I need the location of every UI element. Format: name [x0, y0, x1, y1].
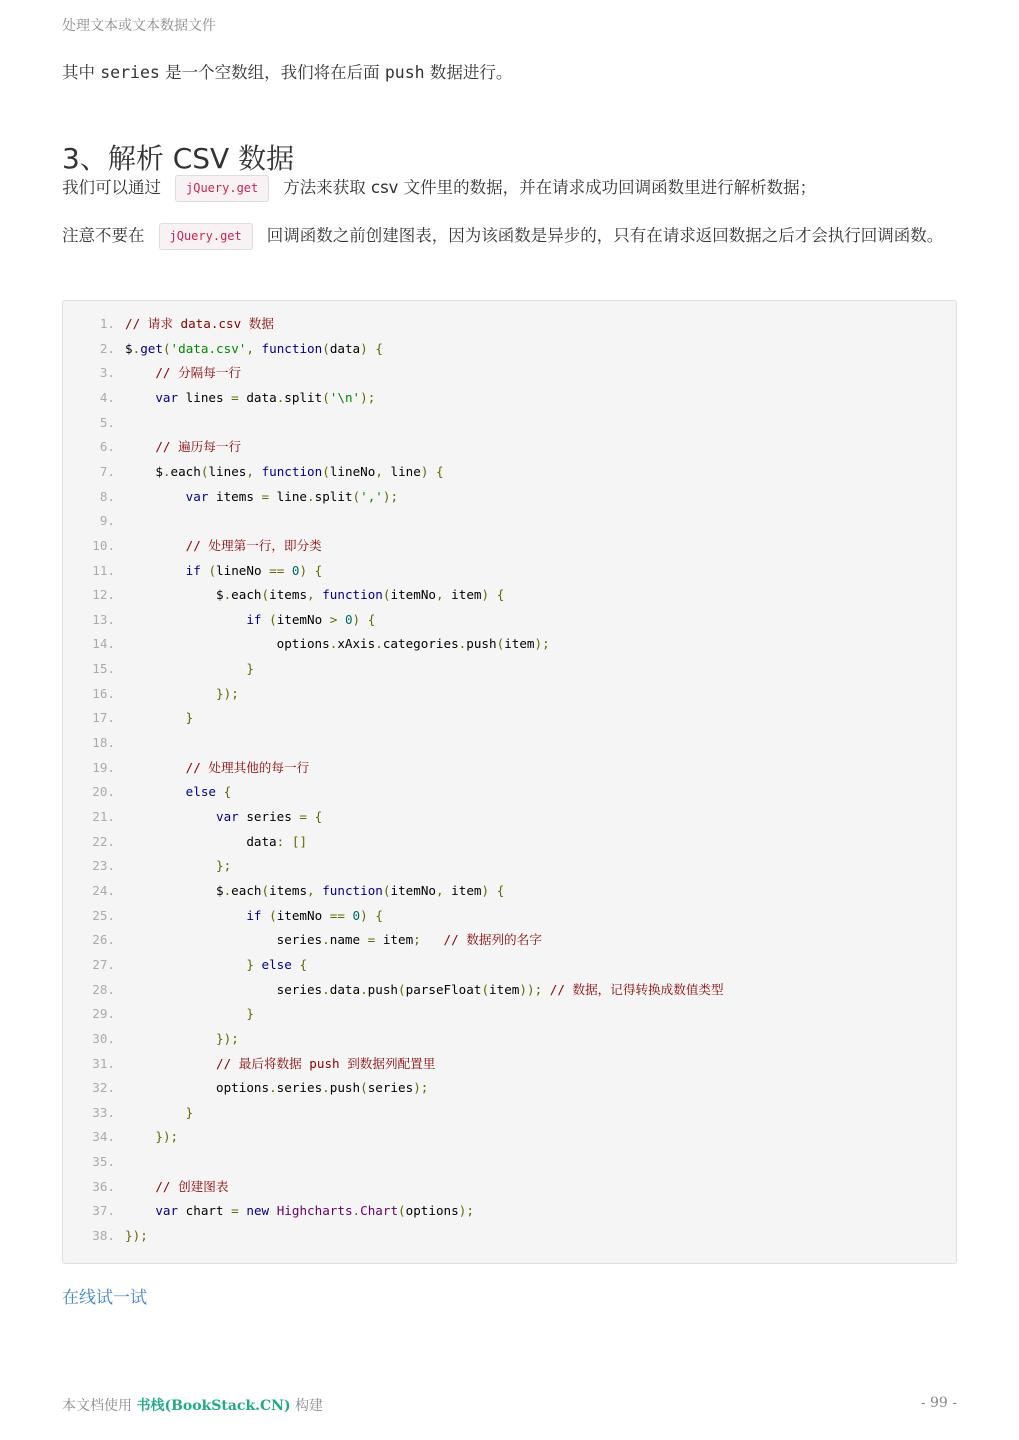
code-text: $.each(items, function(itemNo, item) {	[125, 882, 505, 898]
line-number: 5.	[99, 414, 115, 430]
code-text: if (itemNo == 0) {	[246, 907, 383, 923]
code-line	[63, 1052, 435, 1076]
line-number: 33.	[92, 1104, 115, 1120]
code-line	[63, 1076, 428, 1100]
try-online-link[interactable]: 在线试一试	[62, 1288, 147, 1308]
code-text: $.each(items, function(itemNo, item) {	[125, 587, 505, 603]
code-line	[63, 657, 254, 681]
code-block	[62, 300, 957, 1264]
code-line	[63, 1150, 125, 1174]
code-line	[63, 435, 241, 459]
para3-text-after: 回调函数之前创建图表，因为该函数是异步的，只有在请求返回数据之后才会执行回调函数。	[266, 226, 944, 245]
code-line	[63, 1199, 474, 1223]
code-line	[63, 509, 125, 533]
line-number: 38.	[92, 1228, 115, 1244]
line-number: 2.	[99, 340, 115, 356]
code-line	[63, 361, 241, 385]
code-text: });	[216, 685, 239, 701]
line-number: 17.	[92, 710, 115, 726]
code-line	[63, 312, 274, 336]
code-line	[63, 1175, 228, 1199]
running-header: 处理文本或文本数据文件	[62, 18, 216, 34]
code-line	[63, 1125, 178, 1149]
code-line	[63, 928, 542, 952]
code-text: };	[216, 858, 232, 874]
code-text: var items = line.split(',');	[185, 488, 399, 504]
code-line	[63, 904, 383, 928]
code-text: });	[155, 1129, 179, 1145]
code-text: // 最后将数据 push 到数据列配置里	[216, 1055, 436, 1071]
code-line	[63, 682, 239, 706]
line-number: 10.	[92, 537, 115, 553]
code-text: options.series.push(series);	[125, 1080, 429, 1096]
intro-text-before: 其中	[62, 63, 101, 82]
line-number: 14.	[92, 636, 115, 652]
code-line	[63, 805, 322, 829]
line-number: 4.	[99, 389, 115, 405]
line-number: 27.	[92, 956, 115, 972]
line-number: 13.	[92, 611, 115, 627]
line-number: 35.	[92, 1154, 115, 1170]
section-title: 3、解析 CSV 数据	[62, 142, 295, 176]
line-number: 16.	[92, 685, 115, 701]
line-number: 1.	[99, 316, 115, 331]
paragraph-async-note	[62, 221, 957, 250]
code-line	[63, 608, 375, 632]
line-number: 36.	[92, 1178, 115, 1194]
code-line	[63, 879, 504, 903]
code-text: $.each(lines, function(lineNo, line) {	[125, 463, 444, 479]
line-number: 23.	[92, 858, 115, 874]
line-number: 18.	[92, 735, 115, 751]
line-number: 12.	[92, 587, 115, 603]
intro-code-series: series	[100, 63, 160, 82]
line-number: 19.	[92, 759, 115, 775]
code-text: // 分隔每一行	[155, 365, 242, 381]
line-number: 34.	[92, 1129, 115, 1145]
code-text: if (itemNo > 0) {	[246, 611, 376, 627]
code-line	[63, 706, 193, 730]
code-text: }	[185, 1104, 194, 1120]
code-line	[63, 1224, 148, 1248]
line-number: 11.	[92, 562, 115, 578]
line-number: 24.	[92, 882, 115, 898]
line-number: 20.	[92, 784, 115, 800]
code-line	[63, 854, 231, 878]
code-line	[63, 559, 322, 583]
line-number: 3.	[99, 365, 115, 381]
line-number: 7.	[99, 463, 115, 479]
code-text: // 处理第一行，即分类	[185, 537, 322, 553]
line-number: 32.	[92, 1080, 115, 1096]
intro-text-after: 数据进行。	[424, 63, 513, 82]
code-text: }	[246, 1006, 254, 1022]
line-number: 22.	[92, 833, 115, 849]
code-line	[63, 731, 125, 755]
line-number: 29.	[92, 1006, 115, 1022]
footer-prefix: 本文档使用	[62, 1398, 137, 1414]
line-number: 6.	[99, 439, 115, 455]
code-text: // 遍历每一行	[155, 439, 242, 455]
code-text: else {	[185, 784, 232, 800]
code-text: options.xAxis.categories.push(item);	[125, 636, 550, 652]
intro-paragraph	[62, 58, 512, 87]
code-text: }	[185, 710, 194, 726]
line-number: 8.	[99, 488, 115, 504]
code-text: // 请求 data.csv 数据	[125, 316, 274, 331]
code-line	[63, 780, 231, 804]
code-line	[63, 386, 375, 410]
code-text: var series = {	[216, 809, 323, 824]
code-line	[63, 411, 125, 435]
intro-text-middle: 是一个空数组，我们将在后面	[159, 63, 385, 82]
intro-code-push: push	[384, 63, 425, 82]
code-text: });	[216, 1030, 239, 1046]
footer-brand-link[interactable]: 书栈(BookStack.CN)	[136, 1398, 291, 1414]
code-line	[63, 337, 383, 361]
code-text: series.data.push(parseFloat(item)); // 数据，记得转换成数值类型	[125, 981, 724, 997]
line-number: 31.	[92, 1055, 115, 1071]
page-number: - 99 -	[920, 1395, 957, 1411]
code-line	[63, 756, 309, 780]
footer-suffix: 构建	[290, 1398, 324, 1414]
code-line	[63, 632, 550, 656]
line-number: 30.	[92, 1030, 115, 1046]
line-number: 21.	[92, 809, 115, 824]
para3-text-before: 注意不要在	[62, 226, 145, 245]
code-text: $.get('data.csv', function(data) {	[125, 340, 383, 356]
inline-code-jquery-get: jQuery.get	[175, 175, 269, 202]
code-line	[63, 1027, 239, 1051]
para2-text-after: 方法来获取 csv 文件里的数据，并在请求成功回调函数里进行解析数据；	[283, 178, 817, 197]
code-line	[63, 583, 504, 607]
code-line	[63, 534, 322, 558]
code-line	[63, 485, 398, 509]
code-text: if (lineNo == 0) {	[185, 562, 323, 578]
code-text: // 创建图表	[155, 1178, 229, 1194]
code-text: }	[246, 661, 254, 677]
inline-code-jquery-get: jQuery.get	[159, 223, 253, 250]
code-text: series.name = item; // 数据列的名字	[125, 932, 542, 948]
code-text: var chart = new Highcharts.Chart(options);	[155, 1203, 474, 1219]
line-number: 26.	[92, 932, 115, 948]
code-text: var lines = data.split('\n');	[155, 389, 376, 405]
line-number: 9.	[99, 513, 115, 529]
line-number: 15.	[92, 661, 115, 677]
code-line	[63, 978, 724, 1002]
code-line	[63, 460, 444, 484]
line-number: 28.	[92, 981, 115, 997]
code-line	[63, 953, 307, 977]
code-line	[63, 830, 307, 854]
code-text: // 处理其他的每一行	[185, 759, 310, 775]
code-text: });	[125, 1228, 148, 1244]
line-number: 37.	[92, 1203, 115, 1219]
code-line	[63, 1002, 254, 1026]
code-line	[63, 1101, 193, 1125]
paragraph-get-method	[62, 173, 816, 202]
line-number: 25.	[92, 907, 115, 923]
code-text: data: []	[125, 833, 308, 849]
para2-text-before: 我们可以通过	[62, 178, 161, 197]
footer-credit	[62, 1395, 323, 1415]
code-text: } else {	[246, 956, 308, 972]
